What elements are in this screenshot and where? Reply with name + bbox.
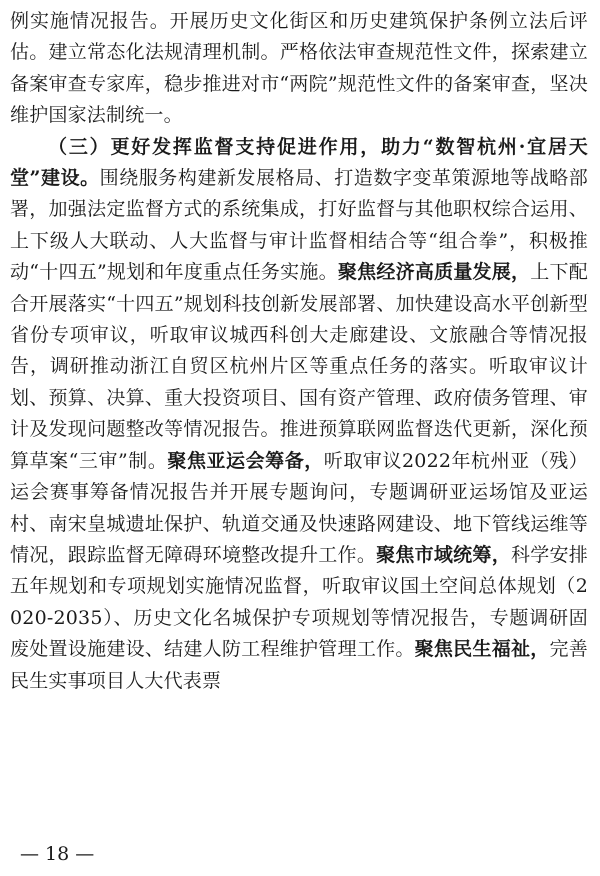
body-text-segment: 听取审议2022年杭州亚（残）运会赛事筹备情况报告并开展专题询问，专题调研亚运场馆及亚运村、南宋皇城遗址保护、轨道交通及快速路网建设、地下管线运维等情况，跟踪监督无障碍环境整改提升工作。 xyxy=(10,449,588,566)
body-text-segment: 科学安排五年规划和专项规划实施情况监督，听取审议国土空间总体规划（2020-2035）、历史文化名城保护专项规划等情况报告，专题调研固废处置设施建设、结建人防工程维护管理工作。 xyxy=(10,543,588,661)
body-text-segment: 围绕服务构建新发展格局、打造数字变革策源地等战略部署，加强法定监督方式的系统集成，打好监督与其他职权综合运用、上下级人大联动、人大监督与审计监督相结合等“组合拳”，积极推动“十四五”规划和年度重点任务实施。 xyxy=(10,167,588,284)
body-text xyxy=(10,6,588,697)
bold-heading-text: （三）更好发挥监督支持促进作用，助力“数智杭州·宜居天堂”建设。 xyxy=(10,135,588,190)
page-number: — 18 — xyxy=(20,843,95,865)
paragraph-section-three xyxy=(10,132,588,697)
document-page xyxy=(10,6,588,697)
bold-heading-text: 聚焦亚运会筹备， xyxy=(167,449,324,472)
body-text-segment: 例实施情况报告。开展历史文化街区和历史建筑保护条例立法后评估。建立常态化法规清理机制。严格依法审查规范性文件，探索建立备案审查专家库，稳步推进对市“两院”规范性文件的备案审查，坚决维护国家法制统一。 xyxy=(10,10,588,127)
bold-heading-text: 聚焦经济高质量发展， xyxy=(337,261,531,284)
body-text-segment: 完善民生实事项目人大代表票 xyxy=(10,638,588,692)
bold-heading-text: 聚焦市域统筹， xyxy=(376,543,511,566)
body-text-segment: 上下配合开展落实“十四五”规划科技创新发展部署、加快建设高水平创新型省份专项审议，听取审议城西科创大走廊建设、文旅融合等情况报告，调研推动浙江自贸区杭州片区等重点任务的落实。听取审议计划、预算、决算、重大投资项目、国有资产管理、政府债务管理、审计及发现问题整改等情况报告。推进预算联网监督迭代更新，深化预算草案“三审”制。 xyxy=(10,261,588,472)
bold-heading-text: 聚焦民生福祉， xyxy=(414,638,550,661)
paragraph-continuation xyxy=(10,6,588,132)
